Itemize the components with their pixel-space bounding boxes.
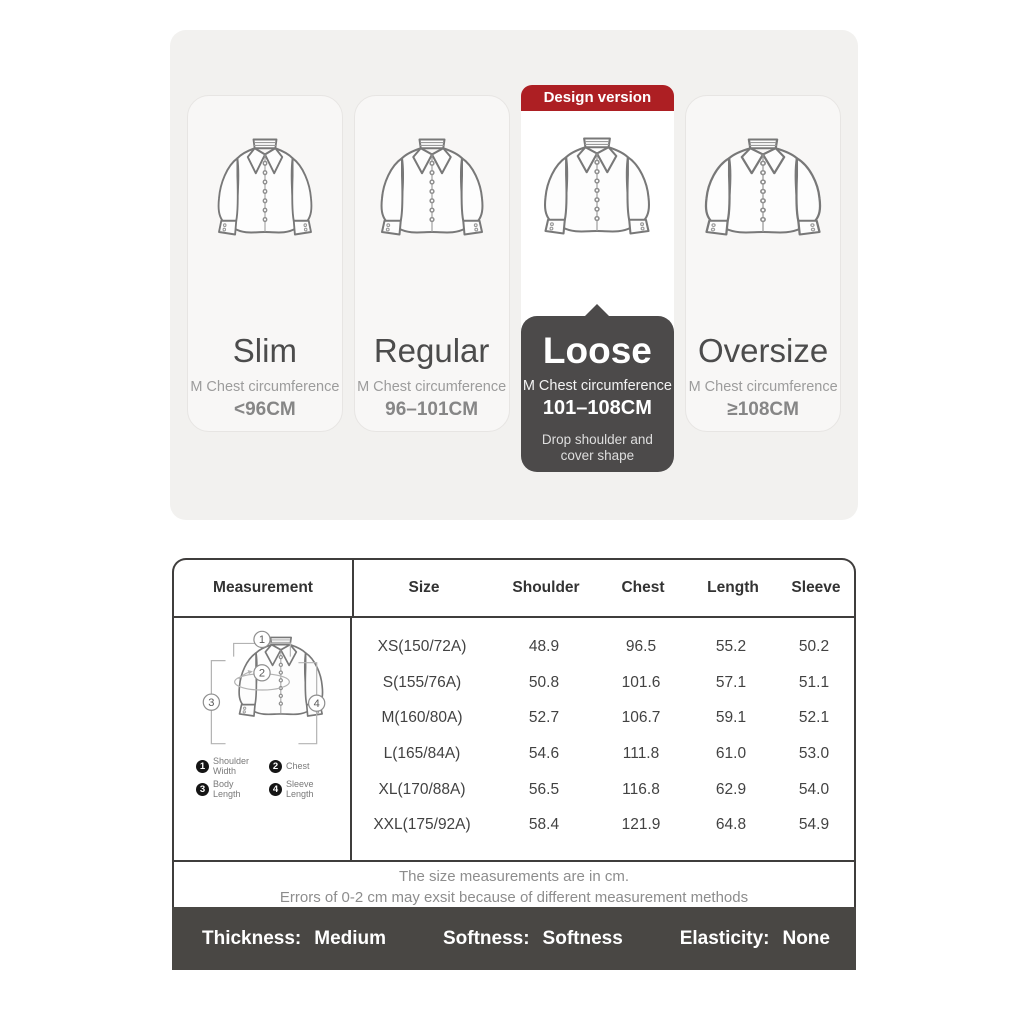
fit-card-slim [187, 95, 343, 432]
thickness-label: Thickness: [202, 927, 302, 949]
column-header-length: Length [707, 579, 759, 596]
marker-number-1: 1 [258, 634, 266, 647]
legend-item: 1 Shoulder Width [196, 756, 255, 776]
fit-card-oversize [685, 95, 841, 432]
size-table-panel [172, 558, 856, 970]
marker-number-2: 2 [258, 667, 266, 680]
shirt-illustration-oversize [678, 118, 848, 286]
size-rows [352, 618, 852, 860]
fit-sub-label: M Chest circumference [190, 379, 340, 395]
size-table [172, 558, 856, 907]
column-header-shoulder: Shoulder [512, 579, 580, 596]
softness-label: Softness: [442, 927, 530, 949]
design-version-badge: Design version [521, 85, 675, 111]
fit-cards-row [187, 89, 841, 463]
fit-sub-label: M Chest circumference [357, 379, 507, 395]
fit-chest-range: 101–108CM [542, 397, 652, 419]
size-row-xs: XS(150/72A) 48.9 96.5 55.2 50.2 [377, 637, 830, 655]
shirt-illustration-slim [196, 118, 334, 286]
fit-sub-label: M Chest circumference [688, 379, 838, 395]
size-row-l: L(165/84A) 54.6 111.8 61.0 53.0 [383, 744, 830, 762]
fit-chest-range: 96–101CM [385, 399, 479, 420]
legend-number-badge: 2 [269, 760, 282, 773]
legend-item: 2 Chest [269, 756, 328, 776]
legend-number-badge: 3 [196, 783, 209, 796]
loose-highlight-bubble [521, 316, 675, 472]
measurement-header: Measurement [174, 560, 354, 616]
fit-card-regular [354, 95, 510, 432]
fit-chest-range: <96CM [233, 399, 296, 420]
legend-number-badge: 1 [196, 760, 209, 773]
softness-value: Softness [542, 927, 623, 949]
fabric-properties-bar [172, 907, 856, 970]
fit-name: Oversize [698, 332, 829, 369]
column-header-sleeve: Sleeve [791, 579, 841, 596]
size-row-xl: XL(170/88A) 56.5 116.8 62.9 54.0 [378, 780, 830, 798]
thickness-value: Medium [314, 927, 387, 949]
fit-sub-label: M Chest circumference [522, 378, 672, 394]
elasticity-property [680, 928, 830, 950]
column-header-size: Size [408, 579, 440, 596]
fit-name: Regular [373, 332, 490, 369]
fit-note: Drop shoulder and cover shape [541, 432, 653, 463]
note-line-1: The size measurements are in cm. [398, 868, 630, 885]
fit-comparison-panel [170, 30, 858, 520]
fit-chest-range: ≥108CM [727, 399, 799, 420]
measurement-notes [174, 860, 854, 907]
measurement-diagram [174, 618, 352, 860]
thickness-property [202, 928, 386, 950]
marker-number-4: 4 [313, 698, 320, 711]
diagram-legend [196, 756, 328, 799]
shirt-illustration-regular [357, 118, 507, 286]
size-row-s: S(155/76A) 50.8 101.6 57.1 51.1 [382, 673, 830, 691]
fit-card-loose-highlighted [521, 85, 675, 463]
elasticity-label: Elasticity: [679, 927, 770, 949]
fit-name: Loose [542, 330, 652, 371]
marker-number-3: 3 [208, 697, 215, 710]
fit-name: Slim [232, 332, 297, 369]
softness-property [443, 928, 623, 950]
legend-number-badge: 4 [269, 783, 282, 796]
size-table-header [174, 560, 854, 618]
measurement-diagram-illustration [181, 626, 343, 750]
column-header-chest: Chest [621, 579, 665, 596]
note-line-2: Errors of 0-2 cm may exsit because of different measurement methods [279, 889, 749, 906]
legend-item: 3 Body Length [196, 779, 255, 799]
legend-item: 4 Sleeve Length [269, 779, 328, 799]
shirt-illustration-loose [520, 117, 675, 285]
size-row-m: M(160/80A) 52.7 106.7 59.1 52.1 [381, 709, 830, 727]
elasticity-value: None [782, 927, 830, 949]
size-row-xxl: XXL(175/92A) 58.4 121.9 64.8 54.9 [373, 816, 830, 834]
